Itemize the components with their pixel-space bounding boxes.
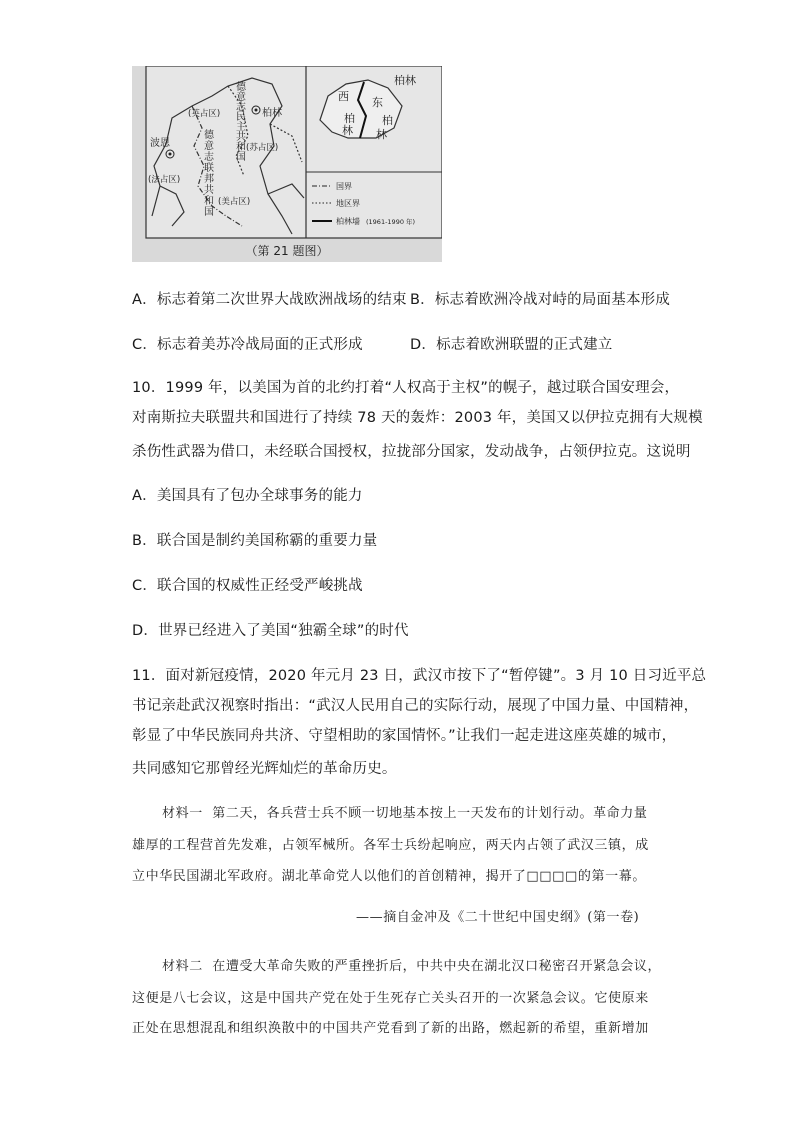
legend-wall-note: (1961-1990 年)	[366, 218, 416, 226]
q10-stem-line-2: 对南斯拉夫联盟共和国进行了持续 78 天的轰炸：2003 年，美国又以伊拉克拥有大规模	[132, 410, 703, 426]
q10-option-d: D．世界已经进入了美国“独霸全球”的时代	[132, 623, 409, 639]
material2-label: 材料二	[162, 959, 203, 974]
q9-option-c: C．标志着美苏冷战局面的正式形成	[132, 337, 363, 353]
gdr-label: 德 意 志 民 主 共 和 国	[236, 82, 246, 163]
material2-line-1: 在遭受大革命失败的严重挫折后，中共中央在湖北汉口秘密召开紧急会议，	[212, 959, 662, 974]
map-figure	[132, 66, 442, 262]
material1-source: ——摘自金冲及《二十世纪中国史纲》(第一卷)	[356, 910, 640, 925]
material1-first-line	[162, 802, 647, 821]
q11-stem-line-3: 彰显了中华民族同舟共济、守望相助的家国情怀。”让我们一起走进这座英雄的城市，	[132, 728, 677, 744]
legend-region: 地区界	[336, 199, 360, 208]
q10-stem-line-1: 10．1999 年，以美国为首的北约打着“人权高于主权”的幌子，越过联合国安理会，	[132, 380, 680, 396]
east-berlin-3: 林	[376, 128, 387, 141]
frg-label: 德 意 志 联 邦 共 和 国	[204, 130, 214, 218]
west-berlin-3: 林	[342, 124, 353, 137]
bonn-label: 波恩	[150, 138, 170, 149]
legend-border: 国界	[336, 182, 352, 191]
q10-option-a: A．美国具有了包办全球事务的能力	[132, 488, 363, 504]
material2-first-line	[162, 955, 661, 974]
material1-label: 材料一	[162, 806, 203, 821]
berlin-label: 柏林	[262, 108, 282, 119]
q11-stem-line-1: 11．面对新冠疫情，2020 年元月 23 日，武汉市按下了“暂停键”。3 月 10 日习近平总	[132, 668, 707, 684]
figure-caption: （第 21 题图）	[245, 244, 329, 258]
q11-stem-line-2: 书记亲赴武汉视察时指出：“武汉人民用自己的实际行动，展现了中国力量、中国精神，	[132, 698, 699, 714]
material1-line-2: 雄厚的工程营首先发难，占领军械所。各军士兵纷起响应，两天内占领了武汉三镇，成	[132, 838, 649, 853]
q9-option-a: A．标志着第二次世界大战欧洲战场的结束	[132, 292, 407, 308]
legend-wall: 柏林墙	[336, 217, 360, 226]
su-zone-label: (苏占区)	[246, 143, 279, 153]
material2-line-3: 正处在思想混乱和组织涣散中的中国共产党看到了新的出路，燃起新的希望，重新增加	[132, 1021, 649, 1036]
east-berlin-1: 东	[372, 96, 383, 109]
us-zone-label: (美占区)	[218, 197, 251, 207]
fr-zone-label: (法占区)	[148, 175, 181, 185]
material1-line-1: 第二天，各兵营士兵不顾一切地基本按上一天发布的计划行动。革命力量	[212, 806, 648, 821]
east-berlin-2: 柏	[382, 114, 393, 127]
q11-stem-line-4: 共同感知它那曾经光辉灿烂的革命历史。	[132, 761, 397, 777]
material2-line-2: 这便是八七会议，这是中国共产党在处于生死存亡关头召开的一次紧急会议。它使原来	[132, 991, 649, 1006]
germany-map	[132, 66, 442, 262]
material1-line-3: 立中华民国湖北军政府。湖北革命党人以他们的首创精神，揭开了□□□□的第一幕。	[132, 869, 646, 884]
q9-option-b: B．标志着欧洲冷战对峙的局面基本形成	[410, 292, 671, 308]
uk-zone-label: (英占区)	[188, 109, 221, 119]
q10-stem-line-3: 杀伤性武器为借口，未经联合国授权，拉拢部分国家，发动战争，占领伊拉克。这说明	[132, 444, 691, 460]
west-berlin-2: 柏	[344, 112, 355, 125]
q10-option-c: C．联合国的权威性正经受严峻挑战	[132, 578, 363, 594]
q10-option-b: B．联合国是制约美国称霸的重要力量	[132, 533, 378, 549]
inset-title: 柏林	[394, 74, 416, 87]
west-berlin-1: 西	[338, 90, 349, 103]
q9-option-d: D．标志着欧洲联盟的正式建立	[410, 337, 613, 353]
